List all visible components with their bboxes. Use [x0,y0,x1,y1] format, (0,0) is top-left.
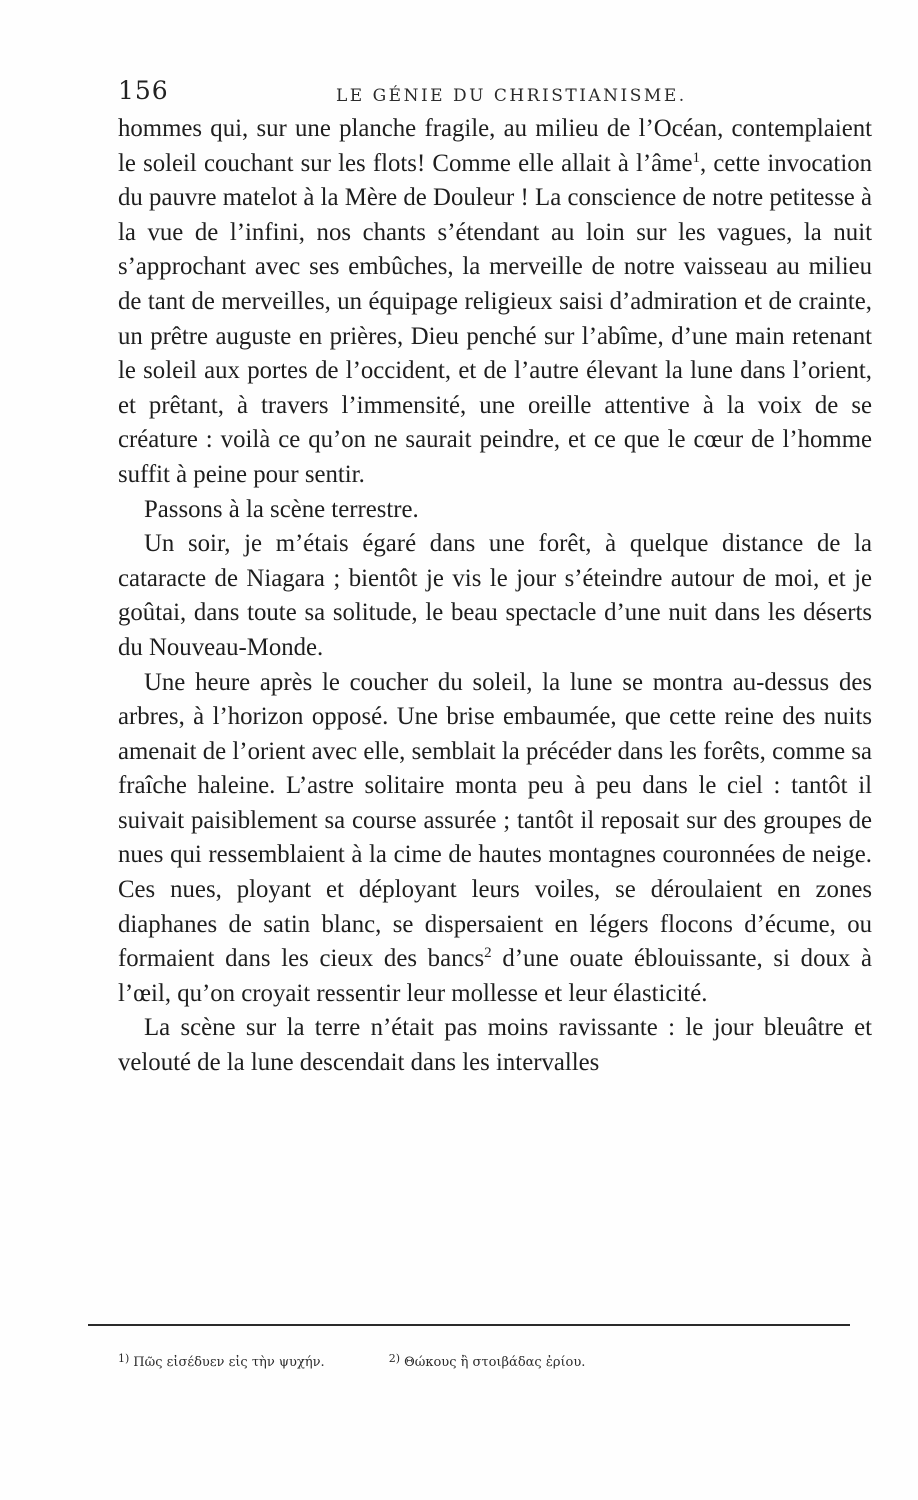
paragraph-4-part-a: Une heure après le coucher du soleil, la lune se montra au-dessus des arbres, à l’horizon opposé. Une brise embaumée, que cette reine des nuits amenait de l’orient avec elle, semblait la précéder dans les forêts, comme sa fraîche haleine. L’astre solitaire monta peu à peu dans le ciel : tantôt il suivait paisiblement sa course assurée ; tantôt il reposait sur des groupes de nues qui ressemblaient à la cime de hautes montagnes couronnées de neige. Ces nues, ployant et déployant leurs voiles, se déroulaient en zones diaphanes de satin blanc, se dispersaient en légers flocons d’écume, ou formaient dans les cieux des bancs [118,668,872,973]
running-title: LE GÉNIE DU CHRISTIANISME. [336,86,687,106]
footnote-1-text: Πῶς εἰσέδυεν εἰς τὴν ψυχήν. [133,1355,325,1370]
paragraph-5: La scène sur la terre n’était pas moins ravissante : le jour bleuâtre et velouté de la lune descendait dans les intervalles [118,1014,872,1077]
footnote-2-text: Θώκους ἢ στοιβάδας ἐρίου. [404,1355,586,1370]
paragraph-3: Un soir, je m’étais égaré dans une forêt, à quelque distance de la cataracte de Niagara ; bientôt je vis le jour s’éteindre autour de moi, et je goûtai, dans toute sa solitude, le beau spectacle d’une nuit dans les déserts du Nouveau-Monde. [118,530,872,661]
page-header [118,70,868,110]
body-text [118,112,872,1081]
paragraph-1-part-b: , cette invocation du pauvre matelot à la Mère de Douleur ! La conscience de notre petitesse à la vue de l’infini, nos chants s’étendant au loin sur les vagues, la nuit s’approchant avec ses embûches, la merveille de notre vaisseau au milieu de tant de merveilles, un équipage religieux saisi d’admiration et de crainte, un prêtre auguste en prières, Dieu penché sur l’abîme, d’une main retenant le soleil aux portes de l’occident, et de l’autre élevant la lune dans l’orient, et prêtant, à travers l’immensité, une oreille attentive à la voix de se créature : voilà ce qu’on ne saurait peindre, et ce que le cœur de l’homme suffit à peine pour sentir. [118,149,872,488]
page-number: 156 [118,76,169,105]
paragraph-4-part-b: d’une ouate éblouissante, si doux à l’œil, qu’on croyait ressentir leur mollesse et leur élasticité. [118,945,872,1007]
paragraph-4 [118,666,872,1012]
paragraph-2: Passons à la scène terrestre. [144,495,419,523]
footnote-2-mark: 2) [388,1352,401,1365]
footnote-ref-2: 2 [484,945,492,962]
footnote-ref-1: 1 [692,149,700,166]
footnote-2 [389,1352,586,1370]
paragraph-1-part-a: hommes qui, sur une planche fragile, au milieu de l’Océan, contemplaient le soleil couchant sur les flots! Comme elle allait à l’âme [118,115,872,177]
footnote-divider [88,1324,850,1326]
footnote-1-mark: 1) [118,1352,130,1365]
paragraph-1 [118,112,872,493]
footnote-1 [118,1352,325,1370]
footnotes [118,1352,738,1370]
